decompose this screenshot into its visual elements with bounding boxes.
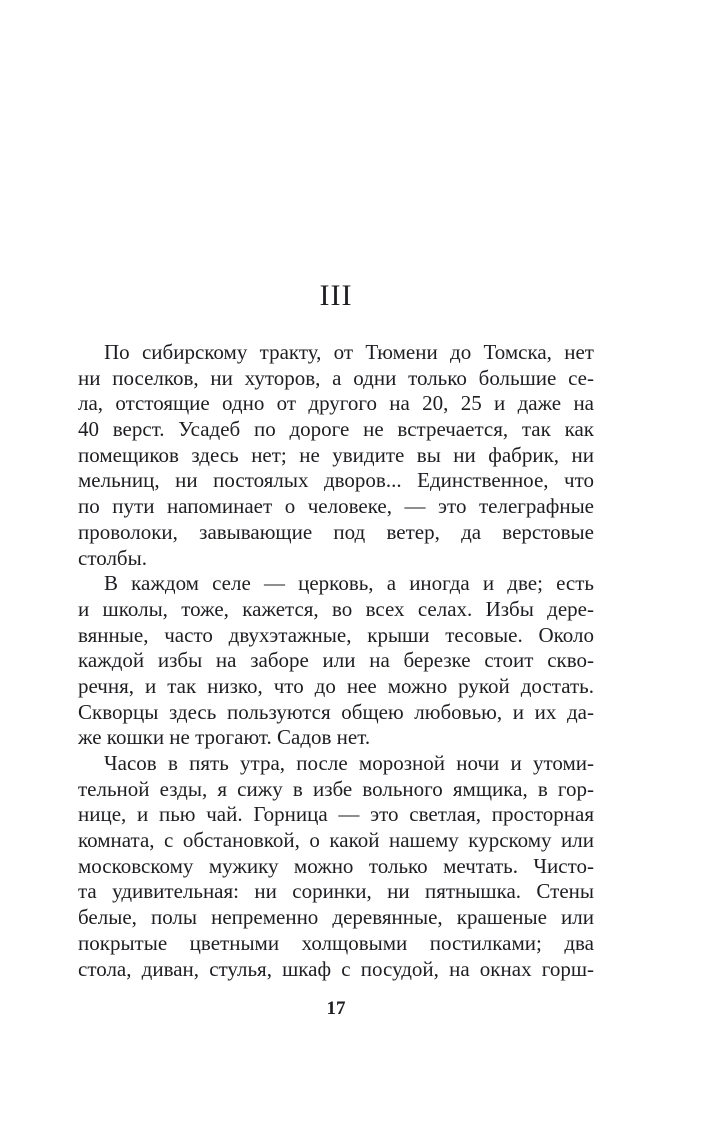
text-line: речня, и так низко, что до нее можно рукой достать. — [78, 673, 594, 698]
text-line: московскому мужику можно только мечтать. Чисто- — [78, 853, 594, 878]
body-text — [78, 340, 594, 982]
text-line: Часов в пять утра, после морозной ночи и утоми- — [104, 751, 594, 775]
text-line: каждой избы на заборе или на березке стоит скво- — [78, 648, 594, 673]
text-line: проволоки, завывающие под ветер, да верстовые — [78, 519, 594, 544]
text-line: покрытые цветными холщовыми постилками; два — [78, 930, 594, 955]
text-line: В каждом селе — церковь, а иногда и две; есть — [104, 571, 594, 596]
text-line: вянные, часто двухэтажные, крыши тесовые. Около — [78, 622, 594, 647]
paragraph — [78, 571, 594, 751]
text-line: мельниц, ни постоялых дворов... Единственное, что — [78, 468, 594, 493]
page-number: 17 — [326, 998, 346, 1019]
text-line: По сибирскому тракту, от Тюмени до Томска, нет — [104, 340, 594, 364]
text-line: ни поселков, ни хуторов, а одни только большие се- — [78, 365, 594, 390]
chapter-number-heading: III — [319, 279, 353, 312]
text-line: нице, и пью чай. Горница — это светлая, просторная — [78, 802, 594, 827]
text-line: Скворцы здесь пользуются общею любовью, и их да- — [78, 699, 594, 724]
text-line: помещиков здесь нет; не увидите вы ни фабрик, ни — [78, 442, 594, 467]
text-line: белые, полы непременно деревянные, крашеные или — [78, 905, 594, 930]
text-line: тельной езды, я сижу в избе вольного ямщика, в гор- — [78, 776, 594, 801]
text-line: и школы, тоже, кажется, во всех селах. Избы дере- — [78, 596, 594, 621]
text-line: столбы. — [78, 545, 147, 570]
text-line: же кошки не трогают. Садов нет. — [78, 725, 371, 750]
paragraph — [78, 751, 594, 982]
text-line: стола, диван, стулья, шкаф с посудой, на окнах горш- — [78, 956, 594, 981]
text-line: ла, отстоящие одно от другого на 20, 25 и даже на — [78, 391, 594, 416]
text-line: та удивительная: ни соринки, ни пятнышка. Стены — [78, 879, 594, 904]
text-line: 40 верст. Усадеб по дороге не встречается, так как — [78, 417, 594, 442]
text-line: по пути напоминает о человеке, — это телеграфные — [78, 494, 594, 519]
paragraph — [78, 340, 594, 571]
text-line: комната, с обстановкой, о какой нашему курскому или — [78, 828, 594, 853]
